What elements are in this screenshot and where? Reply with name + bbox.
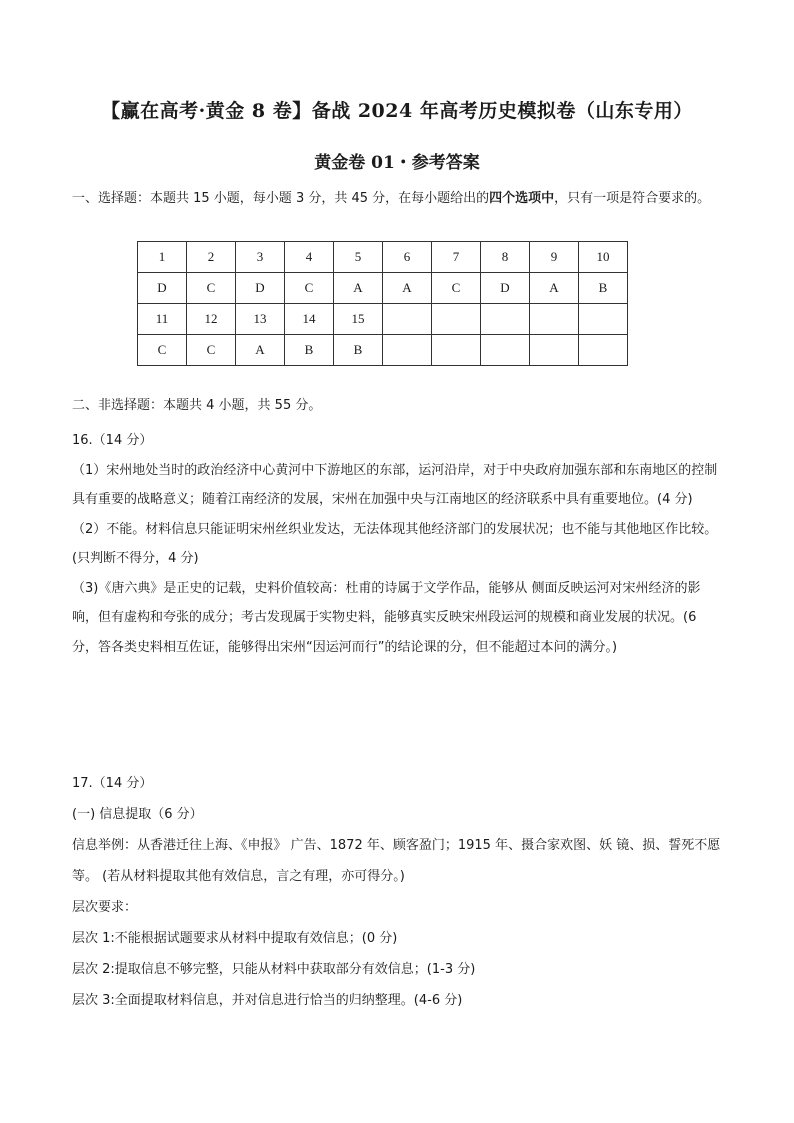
answer-table-cell <box>481 335 530 366</box>
question-16 <box>72 426 724 662</box>
answer-table-cell: D <box>138 273 187 304</box>
page-subtitle: 黄金卷 01・参考答案 <box>314 153 480 173</box>
answer-table-cell: B <box>334 335 383 366</box>
answer-table-row <box>138 273 628 304</box>
answer-table-cell: 7 <box>432 242 481 273</box>
answer-table-cell: 11 <box>138 304 187 335</box>
answer-table-cell: C <box>432 273 481 304</box>
q16-number: 16.（14 分） <box>72 433 153 448</box>
answer-table-cell: A <box>530 273 579 304</box>
answer-table-cell <box>383 335 432 366</box>
answer-table-cell: B <box>285 335 334 366</box>
answer-table-row <box>138 335 628 366</box>
answer-table-cell <box>530 304 579 335</box>
answer-table-cell: 14 <box>285 304 334 335</box>
q16-part2: （2）不能。材料信息只能证明宋州丝织业发达，无法体现其他经济部门的发展状况；也不能与其他地区作比较。(只判断不得分，4 分) <box>72 521 718 566</box>
section1-intro: 一、选择题：本题共 15 小题，每小题 3 分，共 45 分，在每小题给出的 <box>72 191 490 206</box>
answer-table-cell: C <box>285 273 334 304</box>
answer-table-cell: 5 <box>334 242 383 273</box>
answer-table-cell: 10 <box>579 242 628 273</box>
q17-level1: 层次 1:不能根据试题要求从材料中提取有效信息；(0 分) <box>72 931 398 946</box>
page-title: 【赢在高考·黄金 8 卷】备战 2024 年高考历史模拟卷（山东专用） <box>101 100 693 122</box>
answer-table-cell: 1 <box>138 242 187 273</box>
answer-table-cell: 4 <box>285 242 334 273</box>
answer-table-cell: D <box>481 273 530 304</box>
answer-table-cell <box>579 304 628 335</box>
answer-table-cell: D <box>236 273 285 304</box>
answer-table-cell: A <box>334 273 383 304</box>
answer-table-row <box>138 242 628 273</box>
answer-table-cell: 8 <box>481 242 530 273</box>
q17-number: 17.（14 分） <box>72 776 153 791</box>
q17-sub1: (一) 信息提取（6 分） <box>72 807 203 822</box>
answer-table-cell <box>579 335 628 366</box>
answer-table-cell <box>432 335 481 366</box>
answer-table-cell: C <box>187 273 236 304</box>
question-17 <box>72 768 724 1016</box>
answer-table-cell: 12 <box>187 304 236 335</box>
answer-table-cell: C <box>187 335 236 366</box>
answer-table-cell: A <box>383 273 432 304</box>
answer-table-cell <box>432 304 481 335</box>
answer-table-row <box>138 304 628 335</box>
section1-intro-bold: 四个选项中 <box>489 191 555 206</box>
answer-table-cell: 3 <box>236 242 285 273</box>
answer-table-cell: C <box>138 335 187 366</box>
answer-table-cell: 9 <box>530 242 579 273</box>
q16-part1: （1）宋州地处当时的政治经济中心黄河中下游地区的东部，运河沿岸，对于中央政府加强东部和东南地区的控制具有重要的战略意义；随着江南经济的发展，宋州在加强中央与江南地区的经济联系中具有重要地位。(4 分) <box>72 462 718 507</box>
answer-table-cell: 2 <box>187 242 236 273</box>
section1-instructions <box>72 186 724 212</box>
answer-table-cell: B <box>579 273 628 304</box>
answer-table-cell <box>481 304 530 335</box>
answer-table <box>137 241 628 366</box>
answer-table-cell: A <box>236 335 285 366</box>
answer-table-cell <box>383 304 432 335</box>
answer-table-cell <box>530 335 579 366</box>
q17-level2: 层次 2:提取信息不够完整，只能从材料中获取部分有效信息；(1-3 分) <box>72 962 476 977</box>
q16-part3: （3)《唐六典》是正史的记载，史料价值较高：杜甫的诗属于文学作品，能够从 侧面反映运河对宋州经济的影响，但有虚构和夸张的成分；考古发现属于实物史料，能够真实反映宋州段运河的规模和商业发展的状况。(6 分，答各类史料相互佐证，能够得出宋州“因运河而行”的结论课的分，但不能超过本问的满分。) <box>72 580 701 655</box>
answer-table-cell: 6 <box>383 242 432 273</box>
answer-table-cell: 13 <box>236 304 285 335</box>
section1-intro-rest: ，只有一项是符合要求的。 <box>554 191 711 206</box>
q17-level3: 层次 3:全面提取材料信息，并对信息进行恰当的归纳整理。(4-6 分) <box>72 993 463 1008</box>
q17-example: 信息举例：从香港迁往上海、《申报》 广告、1872 年、顾客盈门；1915 年、摄合家欢图、妖 镜、损、誓死不愿等。 (若从材料提取其他有效信息，言之有理，亦可得分。) <box>72 838 721 884</box>
q17-levels-heading: 层次要求： <box>72 900 138 915</box>
section2-heading: 二、非选择题：本题共 4 小题，共 55 分。 <box>72 398 322 413</box>
answer-table-cell: 15 <box>334 304 383 335</box>
